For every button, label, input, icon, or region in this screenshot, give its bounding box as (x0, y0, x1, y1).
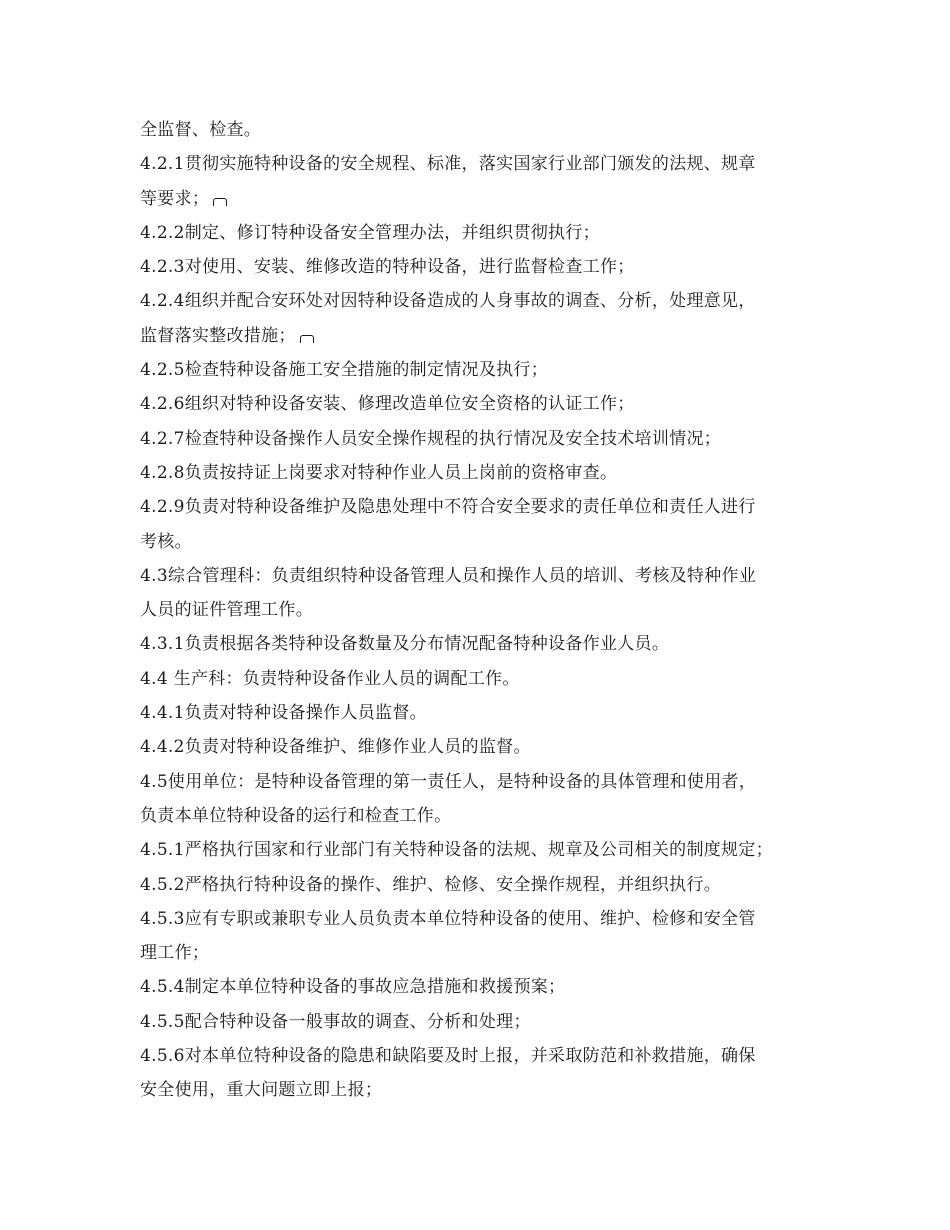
text-line (140, 936, 820, 970)
text-line (140, 627, 820, 661)
text-line (140, 868, 820, 902)
line-text: 4.2.8负责按持证上岗要求对特种作业人员上岗前的资格审查。 (140, 462, 618, 483)
line-text: 4.3综合管理科：负责组织特种设备管理人员和操作人员的培训、考核及特种作业 (140, 565, 757, 586)
text-line (140, 662, 820, 696)
text-line (140, 1073, 820, 1107)
text-line (140, 422, 820, 456)
text-line (140, 216, 820, 250)
line-text: 4.2.7检查特种设备操作人员安全操作规程的执行情况及安全技术培训情况； (140, 428, 722, 449)
line-text: 4.2.6组织对特种设备安装、修理改造单位安全资格的认证工作； (140, 394, 635, 415)
text-line (140, 593, 820, 627)
text-line (140, 833, 820, 867)
text-line (140, 799, 820, 833)
line-text: 4.5.6对本单位特种设备的隐患和缺陷要及时上报，并采取防范和补救措施，确保 (140, 1046, 756, 1067)
line-text: 4.5.4制定本单位特种设备的事故应急措施和救援预案； (140, 977, 566, 998)
text-line (140, 456, 820, 490)
line-text: 4.5.5配合特种设备一般事故的调查、分析和处理； (140, 1011, 531, 1032)
text-line (140, 559, 820, 593)
line-text: 4.2.9负责对特种设备维护及隐患处理中不符合安全要求的责任单位和责任人进行 (140, 497, 756, 518)
text-line (140, 113, 820, 147)
line-text: 全监督、检查。 (140, 120, 262, 140)
line-text: 4.5使用单位：是特种设备管理的第一责任人，是特种设备的具体管理和使用者， (140, 771, 757, 792)
line-text: 4.4.2负责对特种设备维护、维修作业人员的监督。 (140, 737, 531, 758)
line-text: 等要求； (140, 188, 210, 209)
document-body (140, 113, 820, 1108)
bracket-mark-icon (300, 335, 314, 343)
line-text: 4.5.2严格执行特种设备的操作、维护、检修、安全操作规程，并组织执行。 (140, 874, 722, 895)
line-text: 人员的证件管理工作。 (140, 600, 313, 621)
line-text: 监督落实整改措施； (140, 325, 296, 346)
text-line (140, 696, 820, 730)
text-line (140, 319, 820, 353)
text-line (140, 1005, 820, 1039)
line-text: 4.5.1严格执行国家和行业部门有关特种设备的法规、规章及公司相关的制度规定； (140, 840, 773, 861)
text-line (140, 525, 820, 559)
text-line (140, 730, 820, 764)
text-line (140, 490, 820, 524)
line-text: 4.3.1负责根据各类特种设备数量及分布情况配备特种设备作业人员。 (140, 634, 670, 655)
text-line (140, 765, 820, 799)
line-text: 理工作； (140, 943, 210, 964)
bracket-mark-icon (213, 198, 227, 206)
line-text: 考核。 (140, 531, 192, 552)
text-line (140, 250, 820, 284)
line-text: 4.4 生产科：负责特种设备作业人员的调配工作。 (140, 668, 520, 689)
text-line (140, 1039, 820, 1073)
line-text: 4.2.5检查特种设备施工安全措施的制定情况及执行； (140, 360, 549, 381)
text-line (140, 284, 820, 318)
line-text: 4.2.2制定、修订特种设备安全管理办法，并组织贯彻执行； (140, 222, 600, 243)
line-text: 安全使用，重大问题立即上报； (140, 1080, 383, 1101)
text-line (140, 353, 820, 387)
text-line (140, 902, 820, 936)
line-text: 负责本单位特种设备的运行和检查工作。 (140, 805, 452, 826)
line-text: 4.2.3对使用、安装、维修改造的特种设备，进行监督检查工作； (140, 257, 635, 278)
text-line (140, 147, 820, 181)
text-line (140, 387, 820, 421)
text-line (140, 182, 820, 216)
line-text: 4.5.3应有专职或兼职专业人员负责本单位特种设备的使用、维护、检修和安全管 (140, 908, 756, 929)
line-text: 4.2.4组织并配合安环处对因特种设备造成的人身事故的调查、分析，处理意见， (140, 291, 756, 312)
text-line (140, 970, 820, 1004)
line-text: 4.2.1贯彻实施特种设备的安全规程、标准，落实国家行业部门颁发的法规、规章 (140, 154, 756, 175)
line-text: 4.4.1负责对特种设备操作人员监督。 (140, 703, 427, 724)
